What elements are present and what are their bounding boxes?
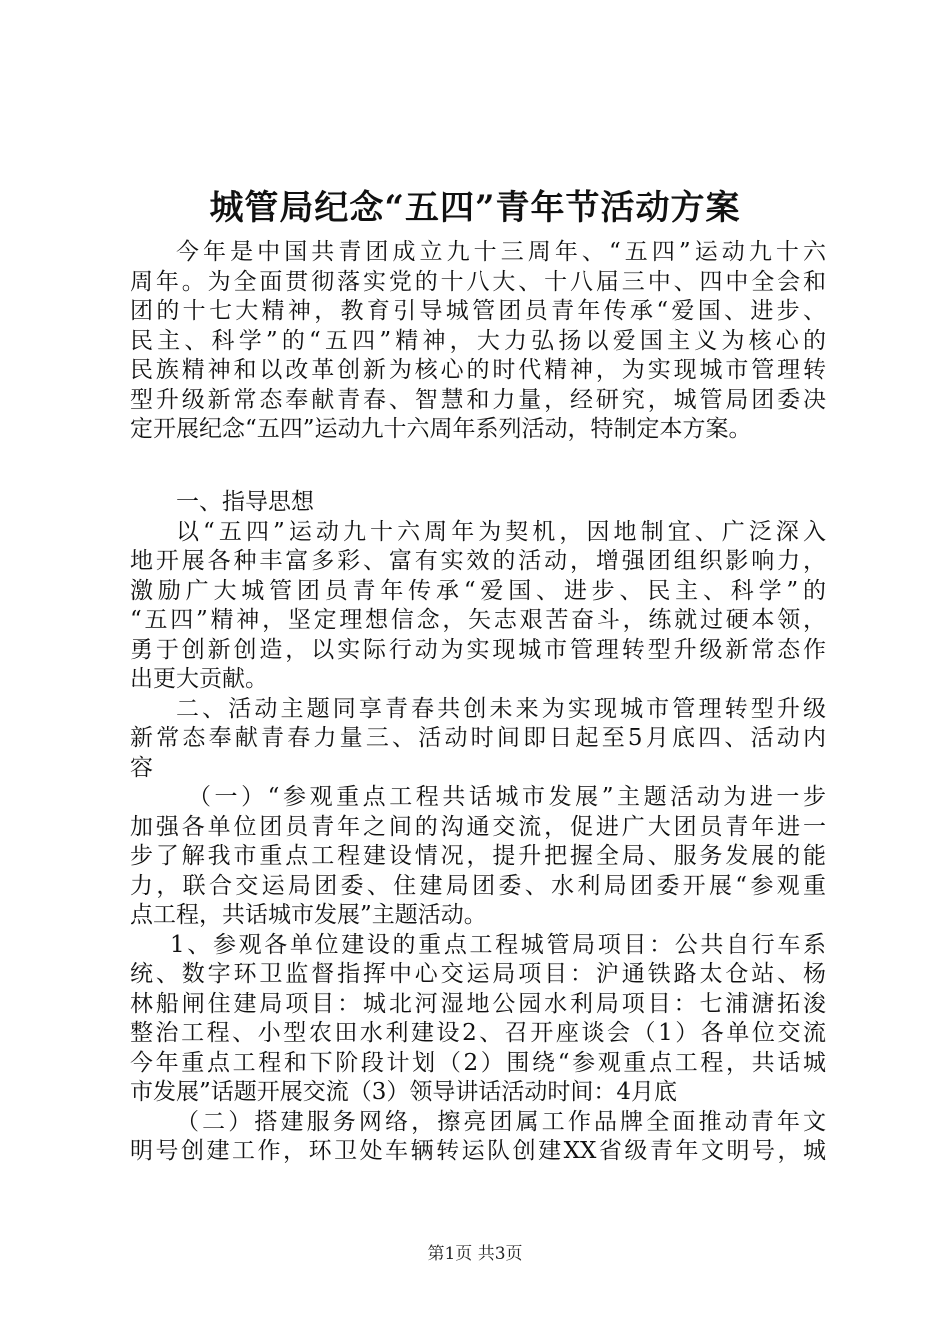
text-line: 统、数字环卫监督指挥中心交运局项目：沪通铁路太仓站、杨 bbox=[130, 961, 826, 987]
text-line: 出更大贡献。 bbox=[130, 666, 268, 692]
document-body bbox=[130, 238, 826, 1167]
text-line: 加强各单位团员青年之间的沟通交流，促进广大团员青年进一 bbox=[130, 813, 826, 840]
text-line: 民族精神和以改革创新为核心的时代精神，为实现城市管理转 bbox=[130, 357, 826, 383]
text-line: 步了解我市重点工程建设情况，提升把握全局、服务发展的能 bbox=[130, 843, 826, 869]
text-line: 周年。为全面贯彻落实党的十八大、十八届三中、四中全会和 bbox=[130, 268, 826, 295]
text-line: 以“五四”运动九十六周年为契机，因地制宜、广泛深入 bbox=[176, 518, 826, 545]
text-line: 1、参观各单位建设的重点工程城管局项目：公共自行车系 bbox=[170, 931, 826, 958]
text-line: 明号创建工作，环卫处车辆转运队创建XX省级青年文明号，城 bbox=[130, 1138, 826, 1164]
blank-line bbox=[130, 445, 826, 475]
text-line: 型升级新常态奉献青春、智慧和力量，经研究，城管局团委决 bbox=[130, 386, 826, 413]
text-line: “五四”精神，坚定理想信念，矢志艰苦奋斗，练就过硬本领， bbox=[130, 607, 826, 633]
text-line: 民主、科学”的“五四”精神，大力弘扬以爱国主义为核心的 bbox=[130, 327, 826, 354]
text-line: 今年是中国共青团成立九十三周年、“五四”运动九十六 bbox=[176, 239, 826, 265]
text-line: （二）搭建服务网络，擦亮团属工作品牌全面推动青年文 bbox=[176, 1108, 826, 1135]
text-line: 新常态奉献青春力量三、活动时间即日起至5月底四、活动内 bbox=[130, 725, 826, 751]
text-line: 力，联合交运局团委、住建局团委、水利局团委开展“参观重 bbox=[130, 872, 826, 899]
text-line: 市发展”话题开展交流（3）领导讲话活动时间：4月底 bbox=[130, 1079, 678, 1105]
text-line: 点工程，共话城市发展”主题活动。 bbox=[130, 902, 487, 928]
text-line: 容 bbox=[130, 754, 153, 781]
text-line: 二、活动主题同享青春共创未来为实现城市管理转型升级 bbox=[176, 695, 826, 722]
text-line: 今年重点工程和下阶段计划（2）围绕“参观重点工程，共话城 bbox=[130, 1049, 826, 1076]
document-title: 城管局纪念“五四”青年节活动方案 bbox=[209, 188, 741, 228]
section-heading: 一、指导思想 bbox=[176, 489, 314, 515]
text-line: 地开展各种丰富多彩、富有实效的活动，增强团组织影响力， bbox=[130, 548, 826, 574]
text-line: 勇于创新创造，以实际行动为实现城市管理转型升级新常态作 bbox=[130, 636, 826, 663]
text-line: 团的十七大精神，教育引导城管团员青年传承“爱国、进步、 bbox=[130, 298, 826, 324]
spacer bbox=[130, 474, 826, 488]
text-line: （一）“参观重点工程共话城市发展”主题活动为进一步 bbox=[188, 784, 826, 810]
text-line: 整治工程、小型农田水利建设2、召开座谈会（1）各单位交流 bbox=[130, 1020, 826, 1046]
text-line: 林船闸住建局项目：城北河湿地公园水利局项目：七浦溏拓浚 bbox=[130, 990, 826, 1017]
text-line: 定开展纪念“五四”运动九十六周年系列活动，特制定本方案。 bbox=[130, 416, 752, 442]
text-line: 激励广大城管团员青年传承“爱国、进步、民主、科学”的 bbox=[130, 577, 826, 604]
page-footer: 第1页 共3页 bbox=[427, 1244, 523, 1264]
